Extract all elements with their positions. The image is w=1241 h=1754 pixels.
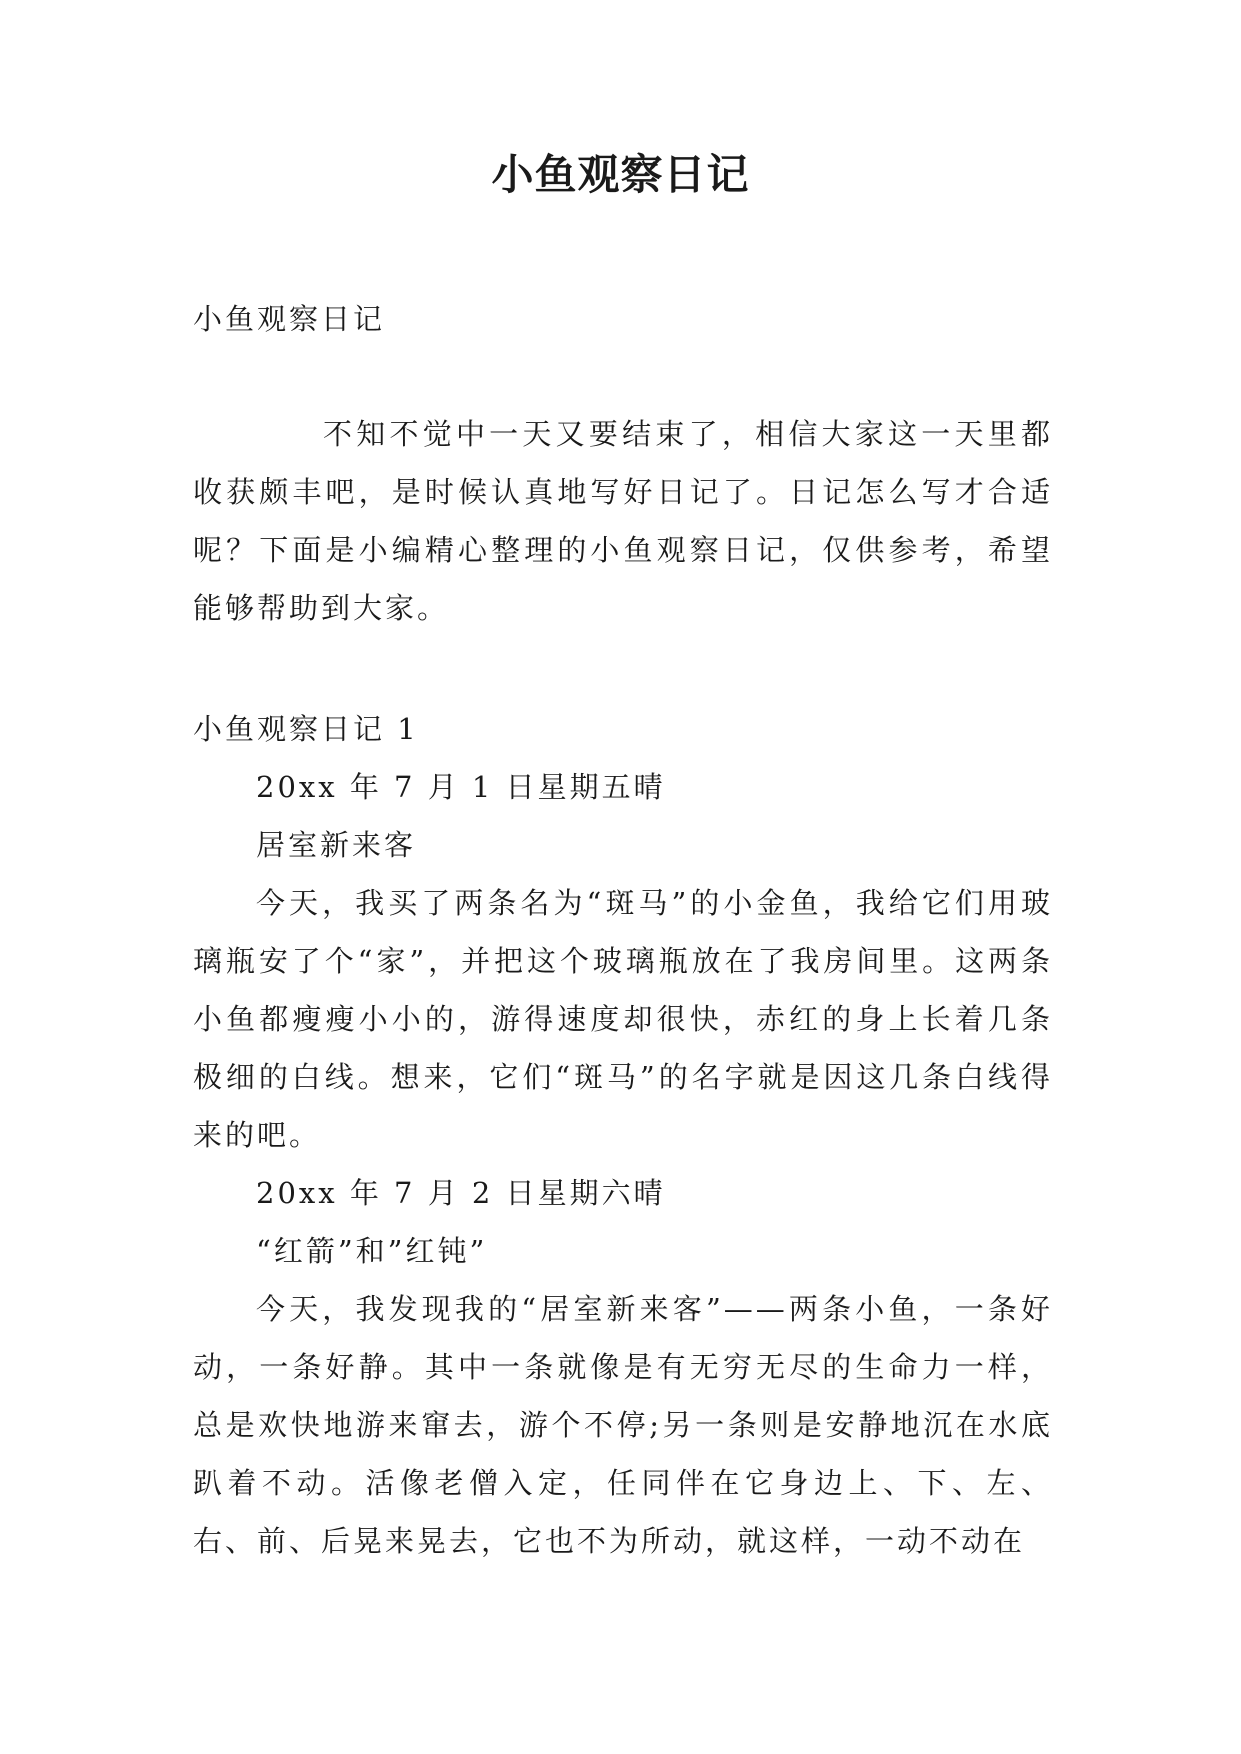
- entry-topic-1: 居室新来客: [256, 828, 417, 862]
- intro-paragraph: 不知不觉中一天又要结束了，相信大家这一天里都收获颇丰吧，是时候认真地写好日记了。日记怎么写才合适呢？下面是小编精心整理的小鱼观察日记，仅供参考，希望能够帮助到大家。: [193, 417, 1053, 625]
- entry-heading: 小鱼观察日记 1: [193, 712, 419, 746]
- entry-paragraph-1: 今天，我买了两条名为“斑马”的小金鱼，我给它们用玻璃瓶安了个“家”，并把这个玻璃瓶放在了我房间里。这两条小鱼都瘦瘦小小的，游得速度却很快，赤红的身上长着几条极细的白线。想来，它们“斑马”的名字就是因这几条白线得来的吧。: [193, 886, 1053, 1152]
- diary-entry-1: [193, 700, 1053, 1570]
- entry-date-2: 20xx 年 7 月 2 日星期六晴: [256, 1176, 666, 1210]
- document-subtitle: 小鱼观察日记: [193, 302, 386, 336]
- entry-topic-2: “红箭”和”红钝”: [256, 1234, 488, 1268]
- entry-date-1: 20xx 年 7 月 1 日星期五晴: [256, 770, 666, 804]
- document-title: 小鱼观察日记: [491, 150, 750, 199]
- entry-paragraph-2: 今天，我发现我的“居室新来客”——两条小鱼，一条好动，一条好静。其中一条就像是有无穷无尽的生命力一样，总是欢快地游来窜去，游个不停;另一条则是安静地沉在水底趴着不动。活像老僧入定，任同伴在它身边上、下、左、右、前、后晃来晃去，它也不为所动，就这样，一动不动在: [193, 1292, 1053, 1558]
